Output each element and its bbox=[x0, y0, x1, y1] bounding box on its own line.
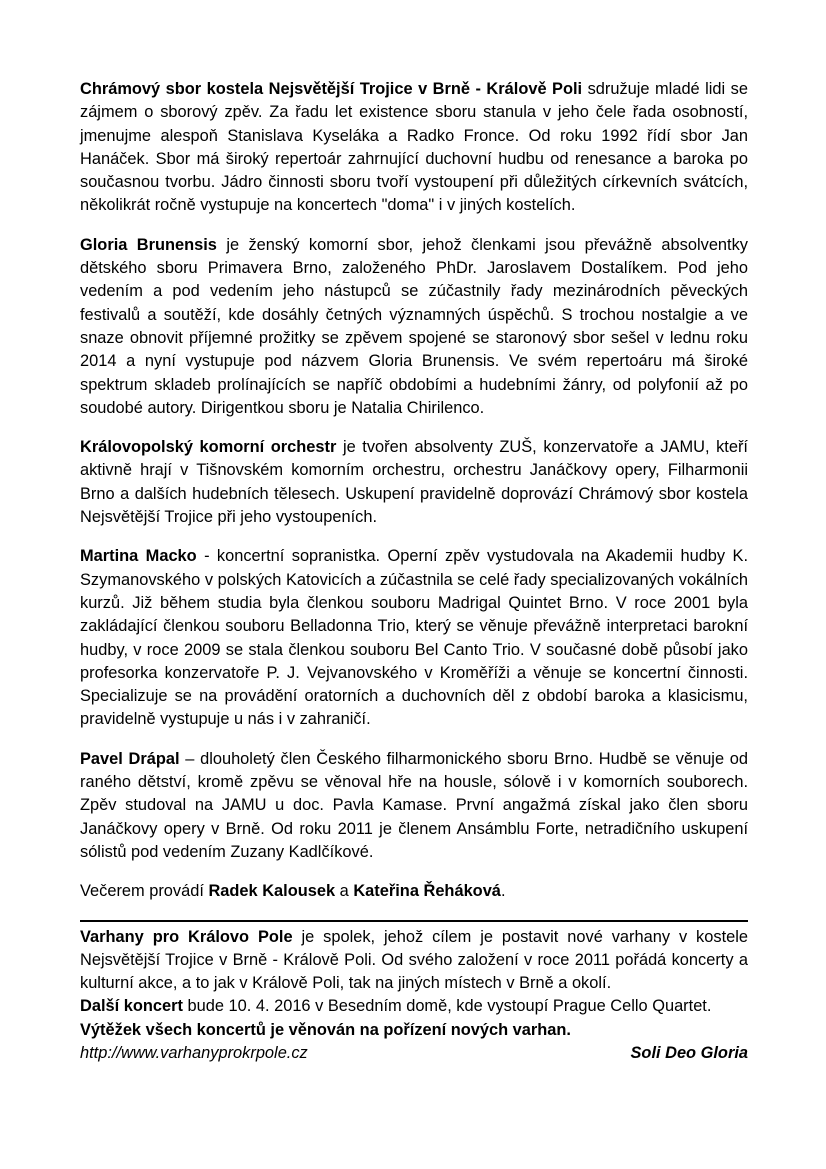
moderators-suffix: . bbox=[500, 882, 506, 901]
paragraph-lead: Královopolský komorní orchestr bbox=[80, 438, 337, 457]
paragraph-gloria-brunensis bbox=[80, 234, 748, 420]
moderator-name: Kateřina Řeháková bbox=[353, 882, 501, 901]
footer-block bbox=[80, 926, 748, 1066]
paragraph-choir bbox=[80, 78, 748, 218]
organization-text: je spolek, jehož cílem je postavit nové varhany v kostele Nejsvětější Trojice v Brně - Králově Poli. Od svého založení v roce 2011 pořádá koncerty a kulturní akce, a to jak v Králově Poli, tak na jiných místech v Brně a okolí. bbox=[80, 927, 748, 993]
paragraph-text: – dlouholetý člen Českého filharmonického sboru Brno. Hudbě se věnuje od raného dětství, kromě zpěvu se věnoval hře na housle, sólově i v komorních souborech. Zpěv studoval na JAMU u doc. Pavla Kamase. První angažmá získal jako člen sboru Janáčkovy opery v Brně. Od roku 2011 je členem Ansámblu Forte, netradičního uskupení sólistů pod vedením Zuzany Kadlčíkové. bbox=[80, 749, 748, 861]
moderators-prefix: Večerem provádí bbox=[80, 882, 209, 901]
website-url[interactable]: http://www.varhanyprokrpole.cz bbox=[80, 1043, 308, 1062]
paragraph-pavel-drapal bbox=[80, 748, 748, 864]
document-body bbox=[80, 78, 748, 1065]
proceeds-text: Výtěžek všech koncertů je věnován na pořízení nových varhan. bbox=[80, 1020, 571, 1039]
next-concert-lead: Další koncert bbox=[80, 997, 183, 1016]
organization-name: Varhany pro Královo Pole bbox=[80, 927, 293, 946]
paragraph-text: je ženský komorní sbor, jehož členkami jsou převážně absolventky dětského sboru Primavera Brno, založeného PhDr. Jaroslavem Dostalíkem. Pod jeho vedením a pod vedením jeho nástupců se zúčastnily řady mezinárodních pěveckých festivalů a soutěží, kde dosáhly četných významných úspěchů. S trochou nostalgie a ve snaze obnovit příjemné prožitky se zpěvem spojené se staronový sbor sešel v lednu roku 2014 a nyní vystupuje pod názvem Gloria Brunensis. Ve svém repertoáru má široké spektrum skladeb prolínajících se napříč obdobími a hudebními žánry, od polyfonií až po soudobé autory. Dirigentkou sboru je Natalia Chirilenco. bbox=[80, 235, 748, 417]
motto: Soli Deo Gloria bbox=[630, 1043, 748, 1062]
next-concert-text: bude 10. 4. 2016 v Besedním domě, kde vystoupí Prague Cello Quartet. bbox=[182, 997, 712, 1016]
paragraph-orchestra bbox=[80, 436, 748, 529]
paragraph-text: - koncertní sopranistka. Operní zpěv vystudovala na Akademii hudby K. Szymanovského v polských Katovicích a zúčastnila se celé řady specializovaných vokálních kurzů. Již během studia byla členkou souboru Madrigal Quintet Brno. V roce 2001 byla zakládající členkou souboru Belladonna Trio, který se věnuje převážně interpretaci barokní hudby, v roce 2009 se stala členkou souboru Bel Canto Trio. V současné době působí jako profesorka konzervatoře P. J. Vejvanovského v Kroměříži a věnuje se koncertní činnosti. Specializuje se na provádění oratorních a duchovních děl z období baroka a klasicismu, pravidelně vystupuje u nás i v zahraničí. bbox=[80, 547, 748, 729]
paragraph-moderators bbox=[80, 880, 748, 903]
paragraph-martina-macko bbox=[80, 545, 748, 731]
paragraph-text: sdružuje mladé lidi se zájmem o sborový zpěv. Za řadu let existence sboru stanula v jeho čele řada osobností, jmenujme alespoň Stanislava Kyseláka a Radko Fronce. Od roku 1992 řídí sbor Jan Hanáček. Sbor má široký repertoár zahrnující duchovní hudbu od renesance a baroka po současnou tvorbu. Jádro činnosti sboru tvoří vystoupení při důležitých církevních svátcích, několikrát ročně vystupuje na koncertech "doma" i v jiných kostelích. bbox=[80, 80, 748, 215]
paragraph-lead: Gloria Brunensis bbox=[80, 235, 217, 254]
footer-bottom-line bbox=[80, 1042, 748, 1065]
paragraph-text: je tvořen absolventy ZUŠ, konzervatoře a JAMU, kteří aktivně hrají v Tišnovském komorním orchestru, orchestru Janáčkovy opery, Filharmonii Brno a dalších hudebních tělesech. Uskupení pravidelně doprovází Chrámový sbor kostela Nejsvětější Trojice při jeho vystoupeních. bbox=[80, 438, 748, 527]
moderator-name: Radek Kalousek bbox=[208, 882, 336, 901]
paragraph-lead: Pavel Drápal bbox=[80, 749, 180, 768]
divider-line bbox=[80, 920, 748, 922]
paragraph-lead: Chrámový sbor kostela Nejsvětější Trojice v Brně - Králově Poli bbox=[80, 80, 583, 98]
footer-proceeds bbox=[80, 1019, 748, 1042]
paragraph-lead: Martina Macko bbox=[80, 547, 197, 566]
moderators-joiner: a bbox=[335, 882, 354, 901]
footer-organization bbox=[80, 926, 748, 996]
footer-next-concert bbox=[80, 995, 748, 1018]
